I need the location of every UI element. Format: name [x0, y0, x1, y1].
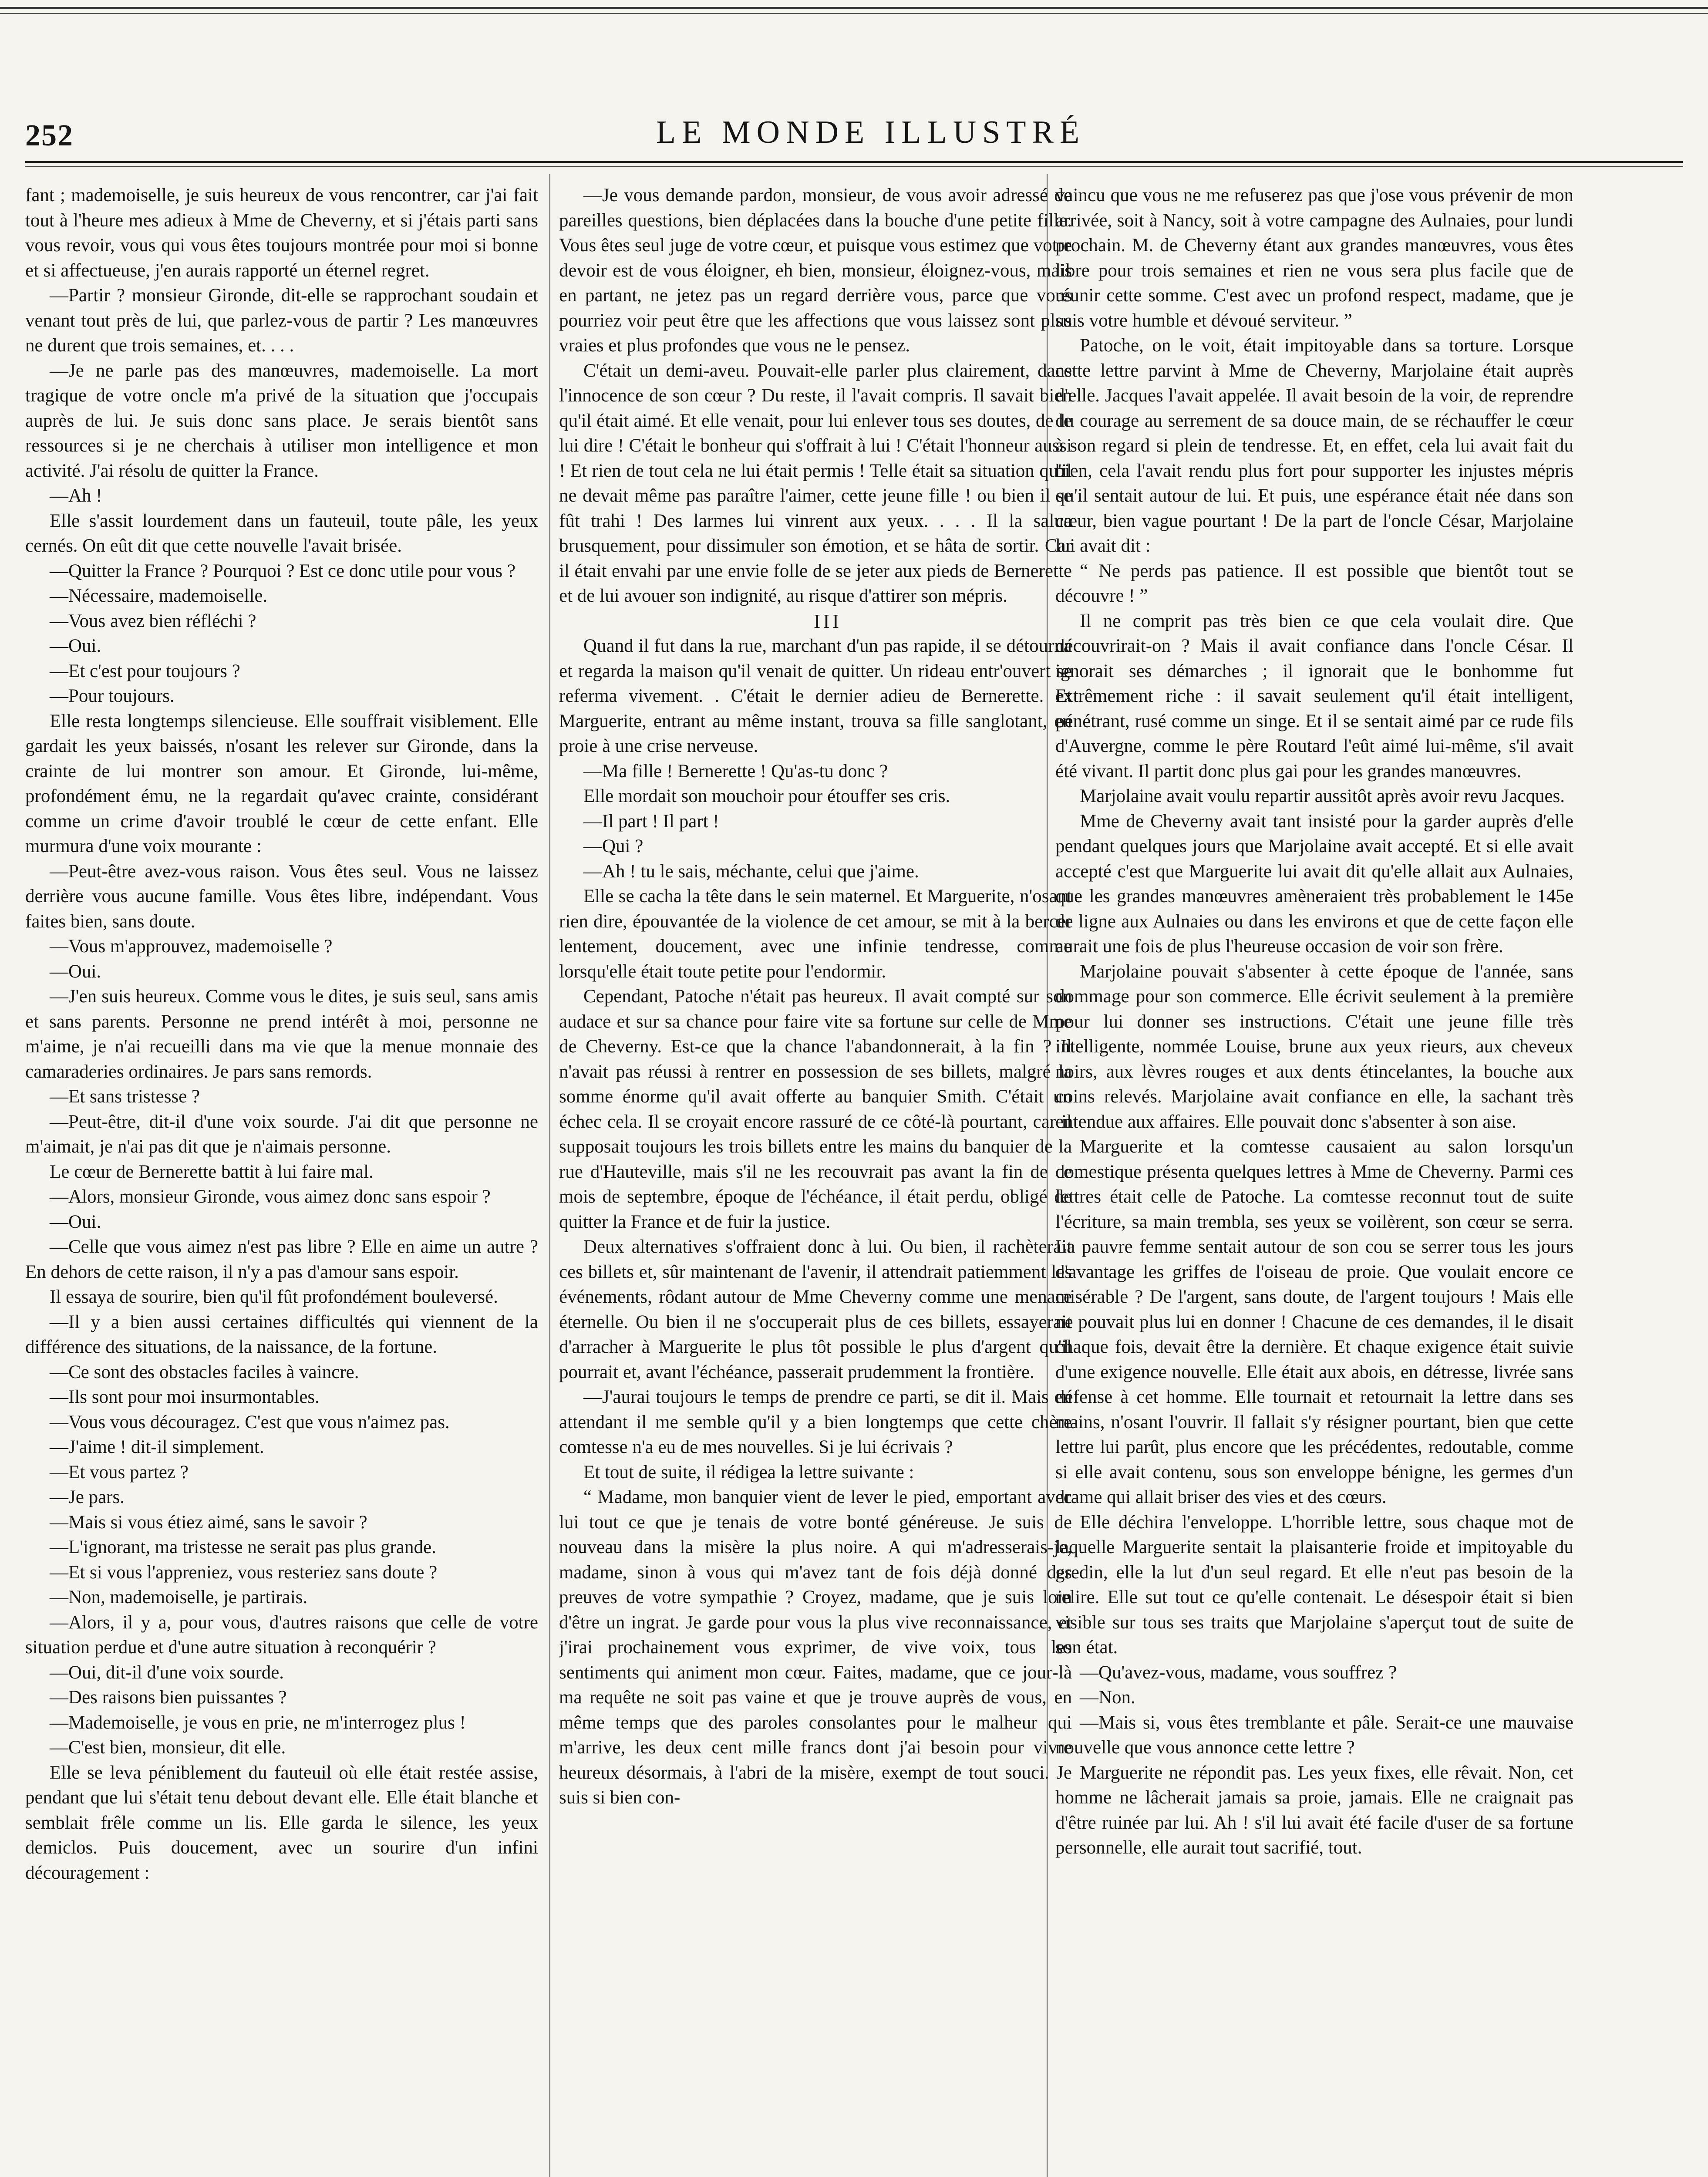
text-column-2	[559, 183, 1072, 2177]
paragraph: —Je vous demande pardon, monsieur, de vous avoir adressé de pareilles questions, bien déplacées dans la bouche d'une petite fille. Vous êtes seul juge de votre cœur, et puisque vous estimez que votre devoir est de vous éloigner, eh bien, monsieur, éloignez-vous, mais en partant, ne jetez pas un regard derrière vous, parce que vous pourriez voir peut être que les affections que vous laissez sont plus vraies et plus profondes que vous ne le pensez.	[559, 185, 1072, 356]
paragraph: —Alors, il y a, pour vous, d'autres raisons que celle de votre situation perdue et d'une autre situation à reconquérir ?	[25, 1612, 538, 1658]
paragraph: —Peut-être avez-vous raison. Vous êtes seul. Vous ne laissez derrière vous aucune famille. Vous êtes libre, indépendant. Vous faites bien, sans doute.	[25, 861, 538, 932]
paragraph: Elle mordait son mouchoir pour étouffer ses cris.	[583, 786, 950, 806]
paragraph: Cependant, Patoche n'était pas heureux. Il avait compté sur son audace et sur sa chance pour faire vite sa fortune sur celle de Mme de Cheverny. Est-ce que la chance l'abandonnerait, à la fin ? Il n'avait pas réussi à rentrer en possession de ses billets, malgré la somme énorme qu'il avait offerte au banquier Smith. C'était un échec cela. Il se croyait encore rassuré de ce côté-là pourtant, car il supposait toujours les trois billets entre les mains du banquier de la rue d'Hauteville, mais s'il ne les recouvrait pas avant la fin de ce mois de septembre, époque de l'échéance, il était perdu, obligé de quitter la France et de fuir la justice.	[559, 986, 1072, 1232]
paragraph: Marguerite et la comtesse causaient au salon lorsqu'un domestique présenta quelques lettres à Mme de Cheverny. Parmi ces lettres était celle de Patoche. La comtesse reconnut tout de suite l'écriture, sa main trembla, ses yeux se voilèrent, son cœur se serra. La pauvre femme sentait autour de son cou se serrer tous les jours d'avantage les griffes de l'oiseau de proie. Que voulait encore ce misérable ? De l'argent, sans doute, de l'argent toujours ! Mais elle ne pouvait plus lui en donner ! Chacune de ces demandes, il le disait chaque fois, devait être la dernière. Et chaque exigence était suivie d'une exigence nouvelle. Elle était aux abois, en détresse, livrée sans défense à cet homme. Elle tournait et retournait la lettre dans ses mains, n'osant l'ouvrir. Il fallait s'y résigner pourtant, bien que cette lettre lui parût, plus encore que les précédentes, redoutable, comme si elle avait contenu, sous son enveloppe bénigne, les germes d'un drame qui allait briser des vies et des cœurs.	[1055, 1136, 1573, 1507]
paragraph: C'était un demi-aveu. Pouvait-elle parler plus clairement, dans l'innocence de son cœur ? Du reste, il l'avait compris. Il savait bien qu'il était aimé. Et elle venait, pour lui enlever tous ses doutes, de le lui dire ! C'était le bonheur qui s'offrait à lui ! C'était l'honneur aussi ! Et rien de tout cela ne lui était permis ! Telle était sa situation qu'il ne devait même pas paraître l'aimer, cette jeune fille ! ou bien il se fût trahi ! Des larmes lui vinrent aux yeux. . . . Il la salua brusquement, pour dissimuler son émotion, et se hâta de sortir. Car il était envahi par une envie folle de se jeter aux pieds de Bernerette et de lui avouer son indignité, au risque d'attirer son mépris.	[559, 360, 1072, 606]
paragraph: Elle resta longtemps silencieuse. Elle souffrait visiblement. Elle gardait les yeux baissés, n'osant les relever sur Gironde, dans la crainte de lui montrer son amour. Et Gironde, lui-même, profondément ému, ne la regardait qu'avec crainte, considérant comme un crime d'avoir troublé le cœur de cette enfant. Elle murmura d'une voix mourante :	[25, 711, 538, 856]
paragraph: —Ma fille ! Bernerette ! Qu'as-tu donc ?	[583, 761, 888, 782]
paragraph: Mme de Cheverny avait tant insisté pour la garder auprès d'elle pendant quelques jours que Marjolaine avait accepté. Et si elle avait accepté c'est que Marguerite lui avait dit qu'elle allait aux Aulnaies, que les grandes manœuvres amèneraient très probablement le 145e de ligne aux Aulnaies ou dans les environs et que de cette façon elle aurait une fois de plus l'heureuse occasion de voir son frère.	[1055, 811, 1573, 957]
paragraph: —Il y a bien aussi certaines difficultés qui viennent de la différence des situations, de la naissance, de la fortune.	[25, 1311, 538, 1357]
paragraph: —Alors, monsieur Gironde, vous aimez donc sans espoir ?	[50, 1186, 491, 1207]
paragraph: —Nécessaire, mademoiselle.	[50, 586, 268, 606]
paragraph: —Des raisons bien puissantes ?	[50, 1687, 287, 1708]
paragraph: —Partir ? monsieur Gironde, dit-elle se rapprochant soudain et venant tout près de lui, que parlez-vous de partir ? Les manœuvres ne durent que trois semaines, et. . . .	[25, 285, 538, 356]
paragraph: Elle se cacha la tête dans le sein maternel. Et Marguerite, n'osant rien dire, épouvantée de la violence de cet amour, se mit à la bercer lentement, doucement, avec une infinie tendresse, comme lorsqu'elle était toute petite pour l'endormir.	[559, 886, 1072, 982]
paragraph: —Mademoiselle, je vous en prie, ne m'interrogez plus !	[50, 1712, 466, 1733]
text-column-1	[25, 183, 538, 2177]
paragraph: Et tout de suite, il rédigea la lettre suivante :	[583, 1462, 914, 1483]
paragraph: —Et sans tristesse ?	[50, 1086, 200, 1107]
paragraph: vaincu que vous ne me refuserez pas que j'ose vous prévenir de mon arrivée, soit à Nancy, soit à votre campagne des Aulnaies, pour lundi prochain. M. de Cheverny étant aux grandes manœuvres, vous êtes libre pour trois semaines et rien ne vous sera plus facile que de réunir cette somme. C'est avec un profond respect, madame, que je suis votre humble et dévoué serviteur. ”	[1055, 185, 1573, 331]
paragraph: —Oui.	[50, 636, 101, 656]
header-rule	[25, 161, 1683, 163]
text-column-3	[1055, 183, 1573, 2177]
paragraph: —Ce sont des obstacles faciles à vaincre.	[50, 1361, 359, 1382]
paragraph: —Vous m'approuvez, mademoiselle ?	[50, 936, 333, 957]
paragraph: Marguerite ne répondit pas. Les yeux fixes, elle rêvait. Non, cet homme ne lâcherait jamais sa proie, jamais. Elle ne craignait pas d'être ruinée par lui. Ah ! s'il lui avait été facile d'user de sa fortune personnelle, elle aurait tout sacrifié, tout.	[1055, 1762, 1573, 1858]
paragraph: —Je ne parle pas des manœuvres, mademoiselle. La mort tragique de votre oncle m'a privé de la situation que j'occupais auprès de lui. Je suis donc sans place. Je serais bientôt sans ressources si je ne cherchais à utiliser mon intelligence et mon activité. J'ai résolu de quitter la France.	[25, 360, 538, 481]
paragraph: —Qu'avez-vous, madame, vous souffrez ?	[1080, 1662, 1397, 1683]
paragraph: —Mais si vous étiez aimé, sans le savoir ?	[50, 1512, 367, 1533]
paragraph: —Oui, dit-il d'une voix sourde.	[50, 1662, 284, 1683]
paragraph: —Quitter la France ? Pourquoi ? Est ce donc utile pour vous ?	[50, 560, 515, 581]
paragraph: Il ne comprit pas très bien ce que cela voulait dire. Que découvrirait-on ? Mais il avait confiance dans l'oncle César. Il ignorait ses démarches ; il ignorait que le bonhomme fut extrêmement riche : il savait seulement qu'il était intelligent, pénétrant, rusé comme un singe. Et il se sentait aimé par ce rude fils d'Auvergne, comme le père Routard l'eût aimé lui-même, s'il avait été vivant. Il partit donc plus gai pour les grandes manœuvres.	[1055, 610, 1573, 782]
paragraph: Le cœur de Bernerette battit à lui faire mal.	[50, 1161, 374, 1182]
paragraph: —Oui.	[50, 961, 101, 982]
paragraph: —Vous vous découragez. C'est que vous n'aimez pas.	[50, 1412, 450, 1432]
paragraph: Patoche, on le voit, était impitoyable dans sa torture. Lorsque cette lettre parvint à Mme de Cheverny, Marjolaine était auprès d'elle. Jacques l'avait appelée. Il avait besoin de la voir, de reprendre du courage au serrement de sa douce main, de se réchauffer le cœur à son regard si plein de tendresse. Et, en effet, cela lui avait fait du bien, cela l'avait rendu plus fort pour supporter les injustes mépris qu'il sentait autour de lui. Et puis, une espérance était née dans son cœur, bien vague pourtant ! De la part de l'oncle César, Marjolaine lui avait dit :	[1055, 335, 1573, 556]
paragraph: —Peut-être, dit-il d'une voix sourde. J'ai dit que personne ne m'aimait, je n'ai pas dit que je n'aimais personne.	[25, 1111, 538, 1157]
paragraph: Elle déchira l'enveloppe. L'horrible lettre, sous chaque mot de laquelle Marguerite sentait la plaisanterie froide et impitoyable du gredin, elle la lut d'un seul regard. Et elle n'eut pas besoin de la relire. Elle sut tout ce qu'elle contenait. Le désespoir était si bien visible sur tous ses traits que Marjolaine s'aperçut tout de suite de son état.	[1055, 1512, 1573, 1658]
paragraph: “ Madame, mon banquier vient de lever le pied, emportant avec lui tout ce que je tenais de votre bonté généreuse. Je suis de nouveau dans la misère la plus noire. A qui m'adresserais-je, madame, sinon à vous qui m'avez tant de fois déjà donné des preuves de votre sympathie ? Croyez, madame, que je suis loin d'être un ingrat. Je garde pour vous la plus vive reconnaissance, et j'irai prochainement vous exprimer, de vive voix, tous les sentiments qui animent mon cœur. Faites, madame, que ce jour-là ma requête ne soit pas vaine et que je trouve auprès de vous, en même temps que des paroles consolantes pour le malheur qui m'arrive, les deux cent mille francs dont j'ai besoin pour vivre heureux désormais, à l'abri de la misère, exempt de tout souci. Je suis si bien con-	[559, 1487, 1072, 1808]
paragraph: —Vous avez bien réfléchi ?	[50, 610, 256, 631]
paragraph: —Je pars.	[50, 1487, 125, 1507]
top-border	[0, 7, 1708, 9]
paragraph: —Et vous partez ?	[50, 1462, 189, 1483]
header-rule-thin	[25, 166, 1683, 167]
top-border-thin	[0, 13, 1708, 14]
paragraph: —J'aurai toujours le temps de prendre ce parti, se dit il. Mais en attendant il me semble qu'il y a bien longtemps que cette chère comtesse n'a eu de mes nouvelles. Si je lui écrivais ?	[559, 1387, 1072, 1457]
paragraph: Elle se leva péniblement du fauteuil où elle était restée assise, pendant que lui s'était tenu debout devant elle. Elle était blanche et semblait frêle comme un lis. Elle garda le silence, les yeux demiclos. Puis doucement, avec un sourire d'un infini découragement :	[25, 1762, 538, 1883]
paragraph: Deux alternatives s'offraient donc à lui. Ou bien, il rachèterait ces billets et, sûr maintenant de l'avenir, il attendrait patiemment les événements, rôdant autour de Mme Cheverny comme une menace éternelle. Ou bien il ne s'occuperait plus de ces billets, essayerait d'arracher à Marguerite le plus tôt possible le plus d'argent qu'il pourrait et, avant l'échéance, passerait prudemment la frontière.	[559, 1237, 1072, 1382]
paragraph: —Celle que vous aimez n'est pas libre ? Elle en aime un autre ? En dehors de cette raison, il n'y a pas d'amour sans espoir.	[25, 1237, 538, 1282]
paragraph: —Non, mademoiselle, je partirais.	[50, 1587, 308, 1607]
page-number: 252	[25, 119, 74, 152]
paragraph: Marjolaine pouvait s'absenter à cette époque de l'année, sans dommage pour son commerce. Elle écrivit seulement à la première pour lui donner ses instructions. C'était une jeune fille très intelligente, nommée Louise, brune aux yeux rieurs, aux cheveux noirs, aux lèvres rouges et aux dents étincelantes, la bouche aux coins relevés. Marjolaine avait confiance en elle, la sachant très entendue aux affaires. Elle pouvait donc s'absenter à son aise.	[1055, 961, 1573, 1132]
paragraph: —Ah !	[50, 485, 102, 506]
paragraph: —J'aime ! dit-il simplement.	[50, 1437, 264, 1457]
paragraph: —Il part ! Il part !	[583, 811, 719, 832]
paragraph: “ Ne perds pas patience. Il est possible que bientôt tout se découvre ! ”	[1055, 560, 1573, 606]
paragraph: —Non.	[1080, 1687, 1135, 1708]
paragraph: —Oui.	[50, 1211, 101, 1232]
paragraph: Quand il fut dans la rue, marchant d'un pas rapide, il se détourna et regarda la maison qu'il venait de quitter. Un rideau entr'ouvert se referma vivement. . C'était le dernier adieu de Bernerette. Et Marguerite, entrant au même instant, trouva sa fille sanglotant, en proie à une crise nerveuse.	[559, 636, 1072, 756]
paragraph: —Qui ?	[583, 836, 643, 856]
paragraph: —C'est bien, monsieur, dit elle.	[50, 1737, 286, 1758]
paragraph: —Ils sont pour moi insurmontables.	[50, 1387, 320, 1407]
paragraph: —L'ignorant, ma tristesse ne serait pas plus grande.	[50, 1537, 436, 1557]
paragraph: —Et c'est pour toujours ?	[50, 661, 240, 681]
paragraph: fant ; mademoiselle, je suis heureux de vous rencontrer, car j'ai fait tout à l'heure mes adieux à Mme de Cheverny, et si j'étais parti sans vous revoir, vous qui vous êtes toujours montrée pour moi si bonne et si affectueuse, j'en aurais rapporté un éternel regret.	[25, 185, 538, 281]
section-number: III	[814, 610, 842, 632]
paragraph: —Pour toujours.	[50, 686, 175, 706]
paragraph: —Et si vous l'appreniez, vous resteriez sans doute ?	[50, 1562, 438, 1583]
paragraph: Il essaya de sourire, bien qu'il fût profondément bouleversé.	[50, 1287, 498, 1307]
column-divider	[549, 174, 550, 2177]
paragraph: Elle s'assit lourdement dans un fauteuil, toute pâle, les yeux cernés. On eût dit que cette nouvelle l'avait brisée.	[25, 510, 538, 556]
paragraph: —Mais si, vous êtes tremblante et pâle. Serait-ce une mauvaise nouvelle que vous annonce cette lettre ?	[1055, 1712, 1573, 1758]
paragraph: —Ah ! tu le sais, méchante, celui que j'aime.	[583, 861, 919, 882]
paragraph: —J'en suis heureux. Comme vous le dites, je suis seul, sans amis et sans parents. Personne ne prend intérêt à moi, personne ne m'aime, je n'ai recueilli dans ma vie que la menue monnaie des camaraderies ordinaires. Je pars sans remords.	[25, 986, 538, 1082]
running-title: LE MONDE ILLUSTRÉ	[656, 115, 1086, 150]
paragraph: Marjolaine avait voulu repartir aussitôt après avoir revu Jacques.	[1080, 786, 1565, 806]
